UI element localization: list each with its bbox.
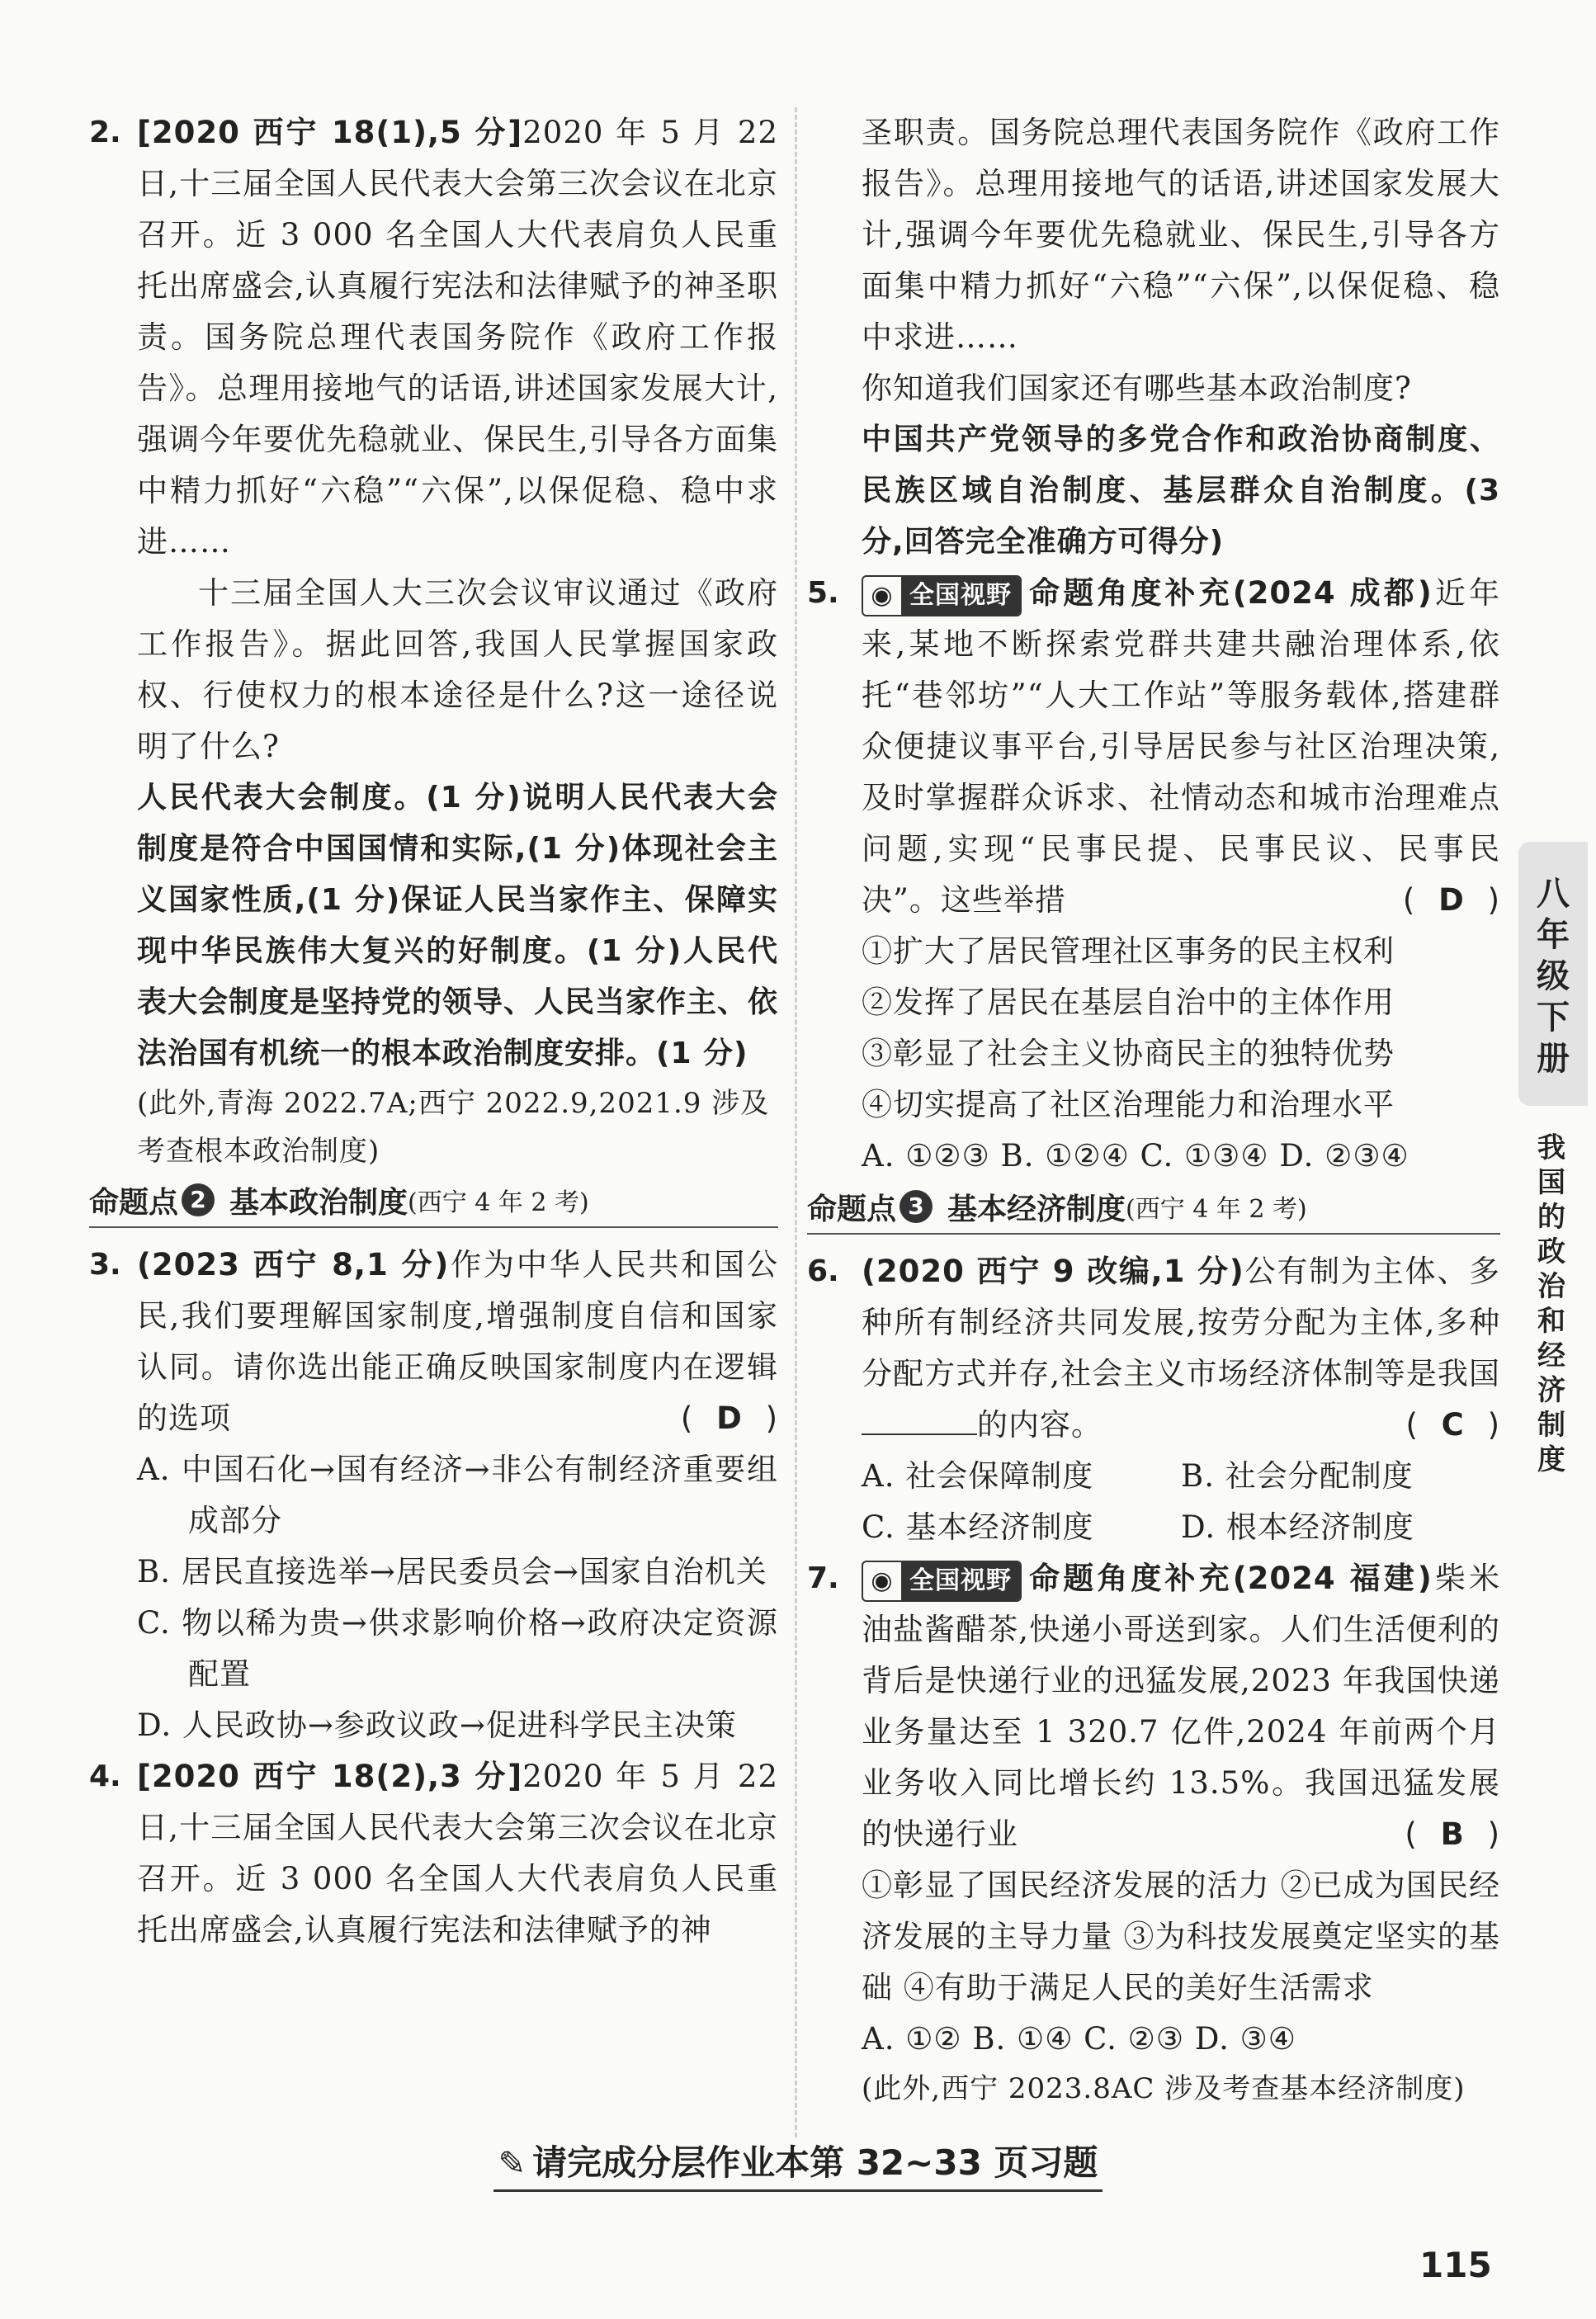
- question-prompt: 你知道我们国家还有哪些基本政治制度?: [862, 371, 1412, 406]
- question-number: 6.: [807, 1254, 839, 1288]
- eye-icon: ◉: [871, 580, 894, 610]
- answer-bracket: ( D ): [680, 1400, 778, 1436]
- statement-item: ②发挥了居民在基层自治中的主体作用: [862, 985, 1395, 1020]
- topic-title: 基本经济制度: [947, 1192, 1126, 1226]
- fill-blank[interactable]: [862, 1404, 977, 1435]
- statement-item: ③彰显了社会主义协商民主的独特优势: [862, 1036, 1395, 1071]
- question-number: 7.: [807, 1561, 839, 1595]
- footer-instruction: [0, 2137, 1596, 2192]
- question-stem: [2020 西宁 18(2),3 分]2020 年 5 月 22 日,十三届全国人民代表大会第三次会议在北京召开。近 3 000 名全国人大代表肩负人民重托出席盛会,认真履行宪法和法律赋予的神: [137, 1759, 778, 1948]
- question-stem: 圣职责。国务院总理代表国务院作《政府工作报告》。总理用接地气的话语,讲述国家发展大计,强调今年要优先稳就业、保民生,引导各方面集中精力抓好“六稳”“六保”,以保促稳、稳中求进……: [862, 115, 1500, 355]
- eye-icon: ◉: [871, 1566, 894, 1595]
- right-column: [807, 107, 1500, 2113]
- topic-meta: (西宁 4 年 2 考): [1126, 1195, 1307, 1224]
- pencil-icon: ✎: [498, 2145, 526, 2183]
- topic-meta: (西宁 4 年 2 考): [408, 1188, 589, 1217]
- statement-item: ④切实提高了社区治理能力和治理水平: [862, 1087, 1395, 1122]
- question-7: [807, 1553, 1500, 2113]
- option-c[interactable]: C. 物以稀为贵→供求影响价格→政府决定资源配置: [137, 1605, 778, 1692]
- option-row[interactable]: A. ①②③ B. ①②④ C. ①③④ D. ②③④: [862, 1138, 1409, 1174]
- question-source: (2023 西宁 8,1 分): [137, 1247, 450, 1282]
- question-stem: ◉ 全国视野 命题角度补充(2024 成都)近年来,某地不断探索党群共建共融治理体系,依托“巷邻坊”“人大工作站”等服务载体,搭建群众便捷议事平台,引导居民参与社区治理决策,及时掌握群众诉求、社情动态和城市治理难点问题,实现“民事民提、民事民议、民事民决”。这些举措 ( D ): [862, 568, 1500, 926]
- option-c[interactable]: C. 基本经济制度: [862, 1509, 1094, 1545]
- question-source: (2020 西宁 9 改编,1 分): [862, 1254, 1244, 1289]
- statement-items: ①彰显了国民经济发展的活力 ②已成为国民经济发展的主导力量 ③为科技发展奠定坚实的基础 ④有助于满足人民的美好生活需求: [862, 1868, 1500, 2005]
- question-source: [2020 西宁 18(1),5 分]: [137, 115, 523, 150]
- footer-text-wrap: ✎ 请完成分层作业本第 32~33 页习题: [493, 2137, 1103, 2192]
- grade-side-tab: [1518, 842, 1588, 1106]
- option-b[interactable]: B. 社会分配制度: [1181, 1458, 1414, 1494]
- topic-header-2: 命题点 2 基本政治制度 (西宁 4 年 2 考): [89, 1177, 778, 1228]
- left-column: [89, 107, 778, 1956]
- statement-item: ①扩大了居民管理社区事务的民主权利: [862, 933, 1395, 969]
- national-view-badge: ◉ 全国视野: [862, 1561, 1022, 1602]
- question-4: [89, 1751, 778, 1956]
- column-divider: [795, 107, 797, 2137]
- page-number: 115: [1419, 2245, 1492, 2285]
- option-d[interactable]: D. 人民政协→参政议政→促进科学民主决策: [137, 1707, 737, 1743]
- question-5: [807, 568, 1500, 1182]
- question-4-continued: [807, 107, 1500, 568]
- question-source: 命题角度补充(2024 成都): [1027, 575, 1433, 611]
- option-d[interactable]: D. 根本经济制度: [1181, 1509, 1414, 1545]
- topic-header-3: 命题点 3 基本经济制度 (西宁 4 年 2 考): [807, 1183, 1500, 1235]
- option-b[interactable]: B. 居民直接选举→居民委员会→国家自治机关: [137, 1554, 767, 1589]
- question-3: [89, 1240, 778, 1751]
- grade-label: 八年级下册: [1537, 875, 1570, 1078]
- question-6: [807, 1246, 1500, 1553]
- question-number: 5.: [807, 576, 839, 610]
- question-stem: [2020 西宁 18(1),5 分]2020 年 5 月 22 日,十三届全国人民代表大会第三次会议在北京召开。近 3 000 名全国人大代表肩负人民重托出席盛会,认真履行宪法和法律赋予的神圣职责。国务院总理代表国务院作《政府工作报告》。总理用接地气的话语,讲述国家发展大计,强调今年要优先稳就业、保民生,引导各方面集中精力抓好“六稳”“六保”,以保促稳、稳中求进……: [137, 115, 778, 560]
- question-prompt: 十三届全国人大三次会议审议通过《政府工作报告》。据此回答,我国人民掌握国家政权、行使权力的根本途径是什么?这一途径说明了什么?: [137, 575, 778, 764]
- answer-text: 中国共产党领导的多党合作和政治协商制度、民族区域自治制度、基层群众自治制度。(3 分,回答完全准确方可得分): [862, 423, 1500, 559]
- question-stem: ◉ 全国视野 命题角度补充(2024 福建)柴米油盐酱醋茶,快递小哥送到家。人们生活便利的背后是快递行业的迅猛发展,2023 年我国快递业务量达至 1 320.7 亿件,2024 年前两个月业务收入同比增长约 13.5%。我国迅猛发展的快递行业 ( B ): [862, 1553, 1500, 1860]
- answer-text: 人民代表大会制度。(1 分)说明人民代表大会制度是符合中国国情和实际,(1 分)体现社会主义国家性质,(1 分)保证人民当家作主、保障实现中华民族伟大复兴的好制度。(1 分)人民代表大会制度是坚持党的领导、人民当家作主、依法治国有机统一的根本政治制度安排。(1 分): [137, 781, 779, 1070]
- option-row[interactable]: A. ①② B. ①④ C. ②③ D. ③④: [862, 2021, 1296, 2057]
- question-stem: (2023 西宁 8,1 分)作为中华人民共和国公民,我们要理解国家制度,增强制度自信和国家认同。请你选出能正确反映国家制度内在逻辑的选项 ( D ): [137, 1240, 778, 1444]
- extra-note: (此外,青海 2022.7A;西宁 2022.9,2021.9 涉及考查根本政治制度): [137, 1087, 770, 1168]
- question-number: 3.: [89, 1248, 121, 1282]
- option-a[interactable]: A. 中国石化→国有经济→非公有制经济重要组成部分: [137, 1452, 778, 1538]
- national-view-badge: ◉ 全国视野: [862, 575, 1022, 616]
- topic-title: 基本政治制度: [229, 1185, 408, 1220]
- question-number: 2.: [89, 116, 121, 149]
- question-source: [2020 西宁 18(2),3 分]: [137, 1759, 523, 1794]
- option-a[interactable]: A. 社会保障制度: [862, 1458, 1094, 1494]
- answer-bracket: ( C ): [1405, 1407, 1500, 1443]
- question-2: [89, 107, 778, 1175]
- extra-note: (此外,西宁 2023.8AC 涉及考查基本经济制度): [862, 2072, 1466, 2105]
- question-source: 命题角度补充(2024 福建): [1027, 1561, 1433, 1596]
- options-grid: [862, 1451, 1500, 1553]
- answer-bracket: ( D ): [1402, 882, 1500, 918]
- question-stem: (2020 西宁 9 改编,1 分)公有制为主体、多种所有制经济共同发展,按劳分配为主体,多种分配方式并存,社会主义市场经济体制等是我国的内容。 ( C ): [862, 1246, 1500, 1451]
- topic-number-badge: 3: [900, 1190, 933, 1223]
- question-number: 4.: [89, 1759, 121, 1793]
- answer-bracket: ( B ): [1405, 1816, 1500, 1852]
- chapter-side-label: 我国的政治和经济制度: [1537, 1131, 1565, 1476]
- topic-number-badge: 2: [182, 1183, 215, 1216]
